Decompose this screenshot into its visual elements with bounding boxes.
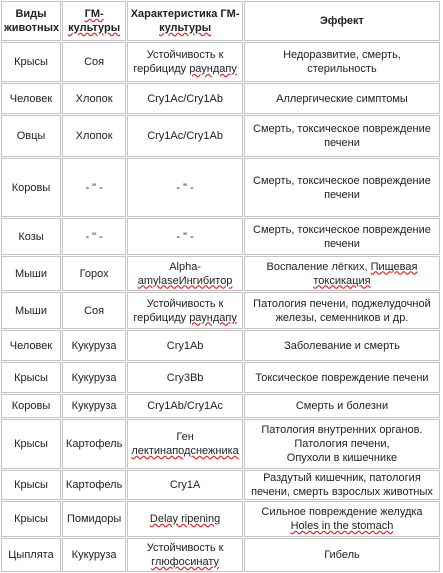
effect-cell: [244, 256, 440, 291]
effect-cell: [244, 501, 440, 537]
trait-cell-line: - " -: [176, 230, 194, 243]
crop-cell: [62, 83, 126, 114]
trait-cell-line: - " -: [176, 181, 194, 194]
trait-cell: [127, 218, 243, 255]
header-animal-line2: животных: [4, 22, 60, 34]
table-row: [1, 42, 440, 82]
crop-cell: [62, 158, 126, 217]
animal-cell-text: Крысы: [14, 56, 48, 68]
effect-cell-line: Гибель: [324, 549, 360, 561]
effect-cell-line: Смерть и болезни: [295, 400, 389, 412]
trait-cell: [127, 501, 243, 537]
animal-cell: [1, 218, 61, 255]
effect-cell-line: Аллергические симптомы: [276, 92, 408, 105]
trait-cell-line: Устойчивость к: [146, 542, 224, 554]
crop-cell: [62, 292, 126, 329]
animal-cell-text: Крысы: [14, 479, 48, 491]
effect-cell-line: Патология печени,: [294, 438, 390, 450]
trait-cell-line: Cry1Ac/Cry1Ab: [147, 130, 223, 142]
effect-cell: [244, 218, 440, 255]
crop-cell-text: Хлопок: [75, 130, 113, 142]
effect-cell-line: Сильное повреждение желудка: [261, 506, 423, 518]
table-row: [1, 419, 440, 469]
crop-cell: [62, 501, 126, 537]
header-effect-line1: Эффект: [319, 15, 364, 27]
animal-cell-text: Коровы: [11, 181, 51, 194]
table-row: [1, 330, 440, 361]
crop-cell-text: Горох: [79, 267, 109, 280]
effect-cell-line: Смерть, токсическое повреждение: [253, 174, 431, 187]
trait-cell: [127, 362, 243, 393]
animal-cell: [1, 42, 61, 82]
header-crop-line1: ГМ-: [84, 8, 104, 20]
table-row: [1, 158, 440, 217]
trait-cell-line: Cry1A: [169, 479, 201, 491]
crop-cell-text: - " -: [85, 181, 103, 194]
crop-cell: [62, 394, 126, 418]
animal-cell-text: Человек: [9, 339, 53, 352]
crop-cell-text: Кукуруза: [71, 549, 117, 561]
effect-cell-line: Патология внутренних органов.: [261, 424, 423, 436]
effect-cell: [244, 470, 440, 500]
effect-cell: [244, 115, 440, 157]
animal-cell: [1, 292, 61, 329]
animal-cell: [1, 158, 61, 217]
crop-cell-text: Кукуруза: [71, 371, 117, 384]
animal-cell: [1, 419, 61, 469]
crop-cell: [62, 218, 126, 255]
crop-cell-text: Кукуруза: [71, 339, 117, 352]
animal-cell-text: Крысы: [14, 371, 48, 384]
crop-cell-text: Соя: [84, 56, 105, 68]
effect-cell-line: печени: [324, 188, 360, 201]
spellcheck-word: раундапу: [189, 63, 237, 75]
animal-cell-text: Мыши: [14, 267, 48, 280]
effect-cell-line: стерильность: [307, 63, 377, 75]
effect-cell-line: Заболевание и смерть: [284, 339, 400, 352]
effect-cell-line: печени: [324, 237, 360, 250]
animal-cell: [1, 394, 61, 418]
crop-cell-text: Помидоры: [66, 513, 122, 525]
animal-cell: [1, 501, 61, 537]
trait-cell-line: Alpha-: [169, 260, 201, 273]
trait-cell-line: лектинаподснежника: [131, 445, 239, 457]
crop-cell-text: Хлопок: [75, 92, 113, 105]
table-row: [1, 470, 440, 500]
trait-cell: [127, 538, 243, 572]
effect-cell-line: Раздутый кишечник, патология: [263, 472, 421, 484]
table-row: [1, 538, 440, 572]
table-row: [1, 115, 440, 157]
crop-cell: [62, 256, 126, 291]
animal-cell: [1, 538, 61, 572]
animal-cell-text: Цыплята: [8, 549, 54, 561]
effect-cell: [244, 538, 440, 572]
effect-cell-line: железы, семенников и др.: [275, 311, 409, 324]
effect-cell: [244, 83, 440, 114]
trait-cell-line: amylaseИнгибитор: [137, 274, 233, 287]
header-gm-trait: [127, 1, 243, 41]
table-row: [1, 394, 440, 418]
effect-cell: [244, 362, 440, 393]
effect-cell-line: Смерть, токсическое повреждение: [253, 223, 431, 236]
effect-cell-line: Токсическое повреждение печени: [255, 371, 429, 384]
effect-cell-line: Воспаление лёгких, Пищевая: [266, 260, 418, 273]
header-trait-line1: Характеристика ГМ-: [130, 8, 240, 20]
trait-cell-line: Ген: [176, 431, 194, 443]
trait-cell: [127, 470, 243, 500]
header-trait-line2: культуры: [159, 22, 212, 34]
header-animal-line1: Виды: [15, 8, 47, 20]
header-crop-line2: культуры: [68, 22, 121, 34]
effect-cell: [244, 292, 440, 329]
trait-cell-line: Cry1Ab: [166, 339, 204, 352]
effect-cell: [244, 42, 440, 82]
effect-cell-line: Смерть, токсическое повреждение: [253, 123, 431, 135]
animal-cell: [1, 330, 61, 361]
trait-cell: [127, 292, 243, 329]
crop-cell: [62, 115, 126, 157]
crop-cell-text: Картофель: [65, 438, 123, 450]
effect-cell: [244, 158, 440, 217]
animal-cell-text: Коровы: [11, 400, 51, 412]
table-row: [1, 218, 440, 255]
effect-cell-line: печени, смерть взрослых животных: [251, 486, 433, 498]
trait-cell-line: Cry3Bb: [166, 371, 204, 384]
effect-cell: [244, 419, 440, 469]
trait-cell-line: Cry1Ab/Cry1Ac: [147, 400, 223, 412]
effect-cell-line: Недоразвитие, смерть,: [283, 49, 401, 61]
animal-cell: [1, 83, 61, 114]
header-animal-species: [1, 1, 61, 41]
animal-cell: [1, 115, 61, 157]
trait-cell-line: Устойчивость к: [146, 297, 224, 310]
trait-cell: [127, 419, 243, 469]
crop-cell-text: Кукуруза: [71, 400, 117, 412]
header-effect: [244, 1, 440, 41]
trait-cell-line: глюфосинату: [151, 556, 220, 568]
spellcheck-word: Пищевая: [370, 260, 418, 273]
effect-cell: [244, 394, 440, 418]
trait-cell: [127, 42, 243, 82]
trait-cell-line: гербициду раундапу: [133, 311, 237, 324]
trait-cell: [127, 158, 243, 217]
table-row: [1, 83, 440, 114]
animal-cell: [1, 470, 61, 500]
effect-cell: [244, 330, 440, 361]
crop-cell-text: Соя: [84, 304, 105, 317]
animal-cell: [1, 256, 61, 291]
effect-cell-line: Патология печени, поджелудочной: [253, 297, 431, 310]
crop-cell: [62, 419, 126, 469]
crop-cell-text: - " -: [85, 230, 103, 243]
header-gm-crop: [62, 1, 126, 41]
table-row: [1, 501, 440, 537]
table-row: [1, 292, 440, 329]
trait-cell: [127, 394, 243, 418]
trait-cell-line: Cry1Ac/Cry1Ab: [147, 92, 223, 105]
trait-cell-line: Delay ripening: [149, 513, 221, 525]
animal-cell-text: Крысы: [14, 513, 48, 525]
crop-cell-text: Картофель: [65, 479, 123, 491]
table-header-row: [1, 1, 440, 41]
spellcheck-word: раундапу: [189, 311, 237, 324]
crop-cell: [62, 538, 126, 572]
animal-cell-text: Козы: [18, 230, 44, 243]
animal-cell-text: Овцы: [16, 130, 46, 142]
effect-cell-line: токсикация: [313, 274, 371, 287]
effect-cell-line: печени: [324, 137, 360, 149]
table-row: [1, 256, 440, 291]
animal-cell-text: Мыши: [14, 304, 48, 317]
trait-cell: [127, 330, 243, 361]
table-body: [1, 42, 440, 572]
trait-cell: [127, 256, 243, 291]
trait-cell-line: Устойчивость к: [146, 49, 224, 61]
crop-cell: [62, 362, 126, 393]
effect-cell-line: Holes in the stomach: [290, 520, 394, 532]
table-row: [1, 362, 440, 393]
crop-cell: [62, 330, 126, 361]
trait-cell: [127, 115, 243, 157]
effect-cell-line: Опухоли в кишечнике: [286, 452, 398, 464]
animal-cell-text: Крысы: [14, 438, 48, 450]
trait-cell-line: гербициду раундапу: [133, 63, 237, 75]
animal-cell-text: Человек: [9, 92, 53, 105]
trait-cell: [127, 83, 243, 114]
crop-cell: [62, 470, 126, 500]
crop-cell: [62, 42, 126, 82]
animal-cell: [1, 362, 61, 393]
